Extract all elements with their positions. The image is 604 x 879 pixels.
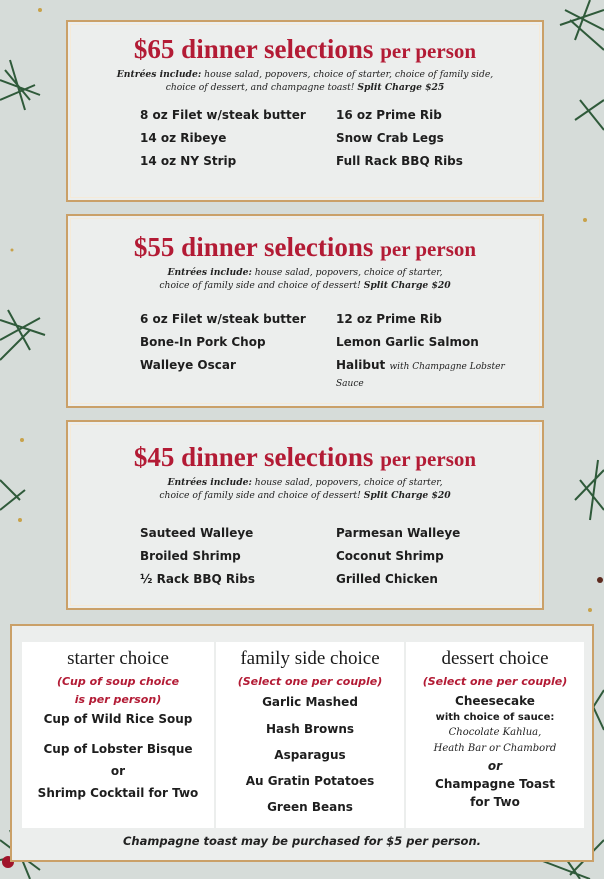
- menu-45-items: [140, 526, 516, 587]
- menu-45-title: [68, 422, 542, 474]
- intro-text: choice of family side and choice of dessert!: [159, 280, 361, 291]
- menu-55-per-person: per person: [380, 237, 477, 261]
- halibut-sauce-note: with Champagne Lobster Sauce: [336, 362, 505, 389]
- intro-label: Entrées include:: [167, 477, 252, 488]
- intro-label: Entrées include:: [167, 267, 252, 278]
- split-charge: Split Charge $20: [363, 280, 451, 291]
- dessert-column: [406, 642, 584, 828]
- dessert-note: (Select one per couple): [422, 675, 568, 688]
- dessert-item: Champagne Toast: [435, 777, 555, 791]
- dessert-sauce: Heath Bar or Chambord: [433, 743, 557, 754]
- menu-65-section: [66, 20, 544, 202]
- intro-text: house salad, popovers, choice of starter,: [254, 267, 443, 278]
- menu-45-intro: [68, 476, 542, 502]
- menu-65-per-person: per person: [380, 39, 477, 63]
- intro-text: choice of dessert, and champagne toast!: [165, 82, 355, 93]
- menu-65-title: [68, 22, 542, 66]
- family-side-note: (Select one per couple): [237, 675, 383, 688]
- menu-item: 6 oz Filet w/steak butter: [140, 312, 306, 326]
- dessert-sauce-label: with choice of sauce:: [435, 712, 555, 723]
- starter-item: Shrimp Cocktail for Two: [37, 786, 199, 800]
- dessert-title: dessert choice: [441, 648, 549, 669]
- menu-45-price: $45 dinner selections: [133, 442, 374, 472]
- menu-65-items: [140, 108, 516, 169]
- footer-note: Champagne toast may be purchased for $5 per person.: [122, 834, 482, 848]
- menu-45-section: [66, 420, 544, 610]
- family-side-item: Hash Browns: [265, 722, 355, 736]
- split-charge: Split Charge $20: [363, 490, 451, 501]
- menu-item: Bone-In Pork Chop: [140, 335, 266, 349]
- starter-title: starter choice: [67, 648, 169, 669]
- menu-item: Snow Crab Legs: [336, 131, 444, 145]
- intro-text: choice of family side and choice of dessert!: [159, 490, 361, 501]
- menu-65-intro: [68, 68, 542, 94]
- menu-item: 12 oz Prime Rib: [336, 312, 442, 326]
- family-side-item: Green Beans: [267, 800, 353, 814]
- menu-item-label: Halibut: [336, 358, 386, 372]
- menu-item: 14 oz NY Strip: [140, 154, 237, 168]
- menu-item: Broiled Shrimp: [140, 549, 241, 563]
- starter-item: Cup of Lobster Bisque: [43, 742, 193, 756]
- menu-item-halibut: [336, 358, 516, 392]
- menu-55-intro: [68, 266, 542, 292]
- intro-label: Entrées include:: [116, 69, 202, 80]
- family-side-column: [216, 642, 404, 828]
- dessert-sauce: Chocolate Kahlua,: [448, 727, 542, 738]
- menu-item: Parmesan Walleye: [336, 526, 461, 540]
- menu-65-price: $65 dinner selections: [133, 34, 374, 64]
- starter-item: Cup of Wild Rice Soup: [43, 712, 193, 726]
- menu-55-price: $55 dinner selections: [133, 232, 374, 262]
- menu-item: Lemon Garlic Salmon: [336, 335, 479, 349]
- starter-choice-column: [22, 642, 214, 828]
- family-side-item: Asparagus: [274, 748, 346, 762]
- dessert-or: or: [487, 759, 503, 773]
- menu-55-title: [68, 216, 542, 264]
- menu-item: Coconut Shrimp: [336, 549, 444, 563]
- starter-note: (Cup of soup choice: [56, 675, 180, 688]
- family-side-item: Au Gratin Potatoes: [245, 774, 375, 788]
- menu-item: Grilled Chicken: [336, 572, 438, 586]
- menu-item: Sauteed Walleye: [140, 526, 254, 540]
- menu-item: 8 oz Filet w/steak butter: [140, 108, 306, 122]
- family-side-item: Garlic Mashed: [262, 695, 358, 709]
- menu-item: 14 oz Ribeye: [140, 131, 227, 145]
- starter-note: is per person): [74, 693, 162, 706]
- dessert-item: for Two: [470, 795, 520, 809]
- intro-text: house salad, popovers, choice of starter, choice of family side,: [204, 69, 494, 80]
- menu-55-items: [140, 312, 516, 392]
- menu-item: Walleye Oscar: [140, 358, 236, 372]
- family-side-title: family side choice: [240, 648, 380, 669]
- menu-item: 16 oz Prime Rib: [336, 108, 442, 122]
- split-charge: Split Charge $25: [357, 82, 445, 93]
- choices-section: [10, 624, 594, 862]
- menu-45-per-person: per person: [380, 447, 477, 471]
- menu-item: Full Rack BBQ Ribs: [336, 154, 463, 168]
- dessert-item: Cheesecake: [455, 694, 535, 708]
- starter-or: or: [110, 764, 126, 778]
- menu-item: ½ Rack BBQ Ribs: [140, 572, 255, 586]
- menu-55-section: [66, 214, 544, 408]
- intro-text: house salad, popovers, choice of starter,: [254, 477, 443, 488]
